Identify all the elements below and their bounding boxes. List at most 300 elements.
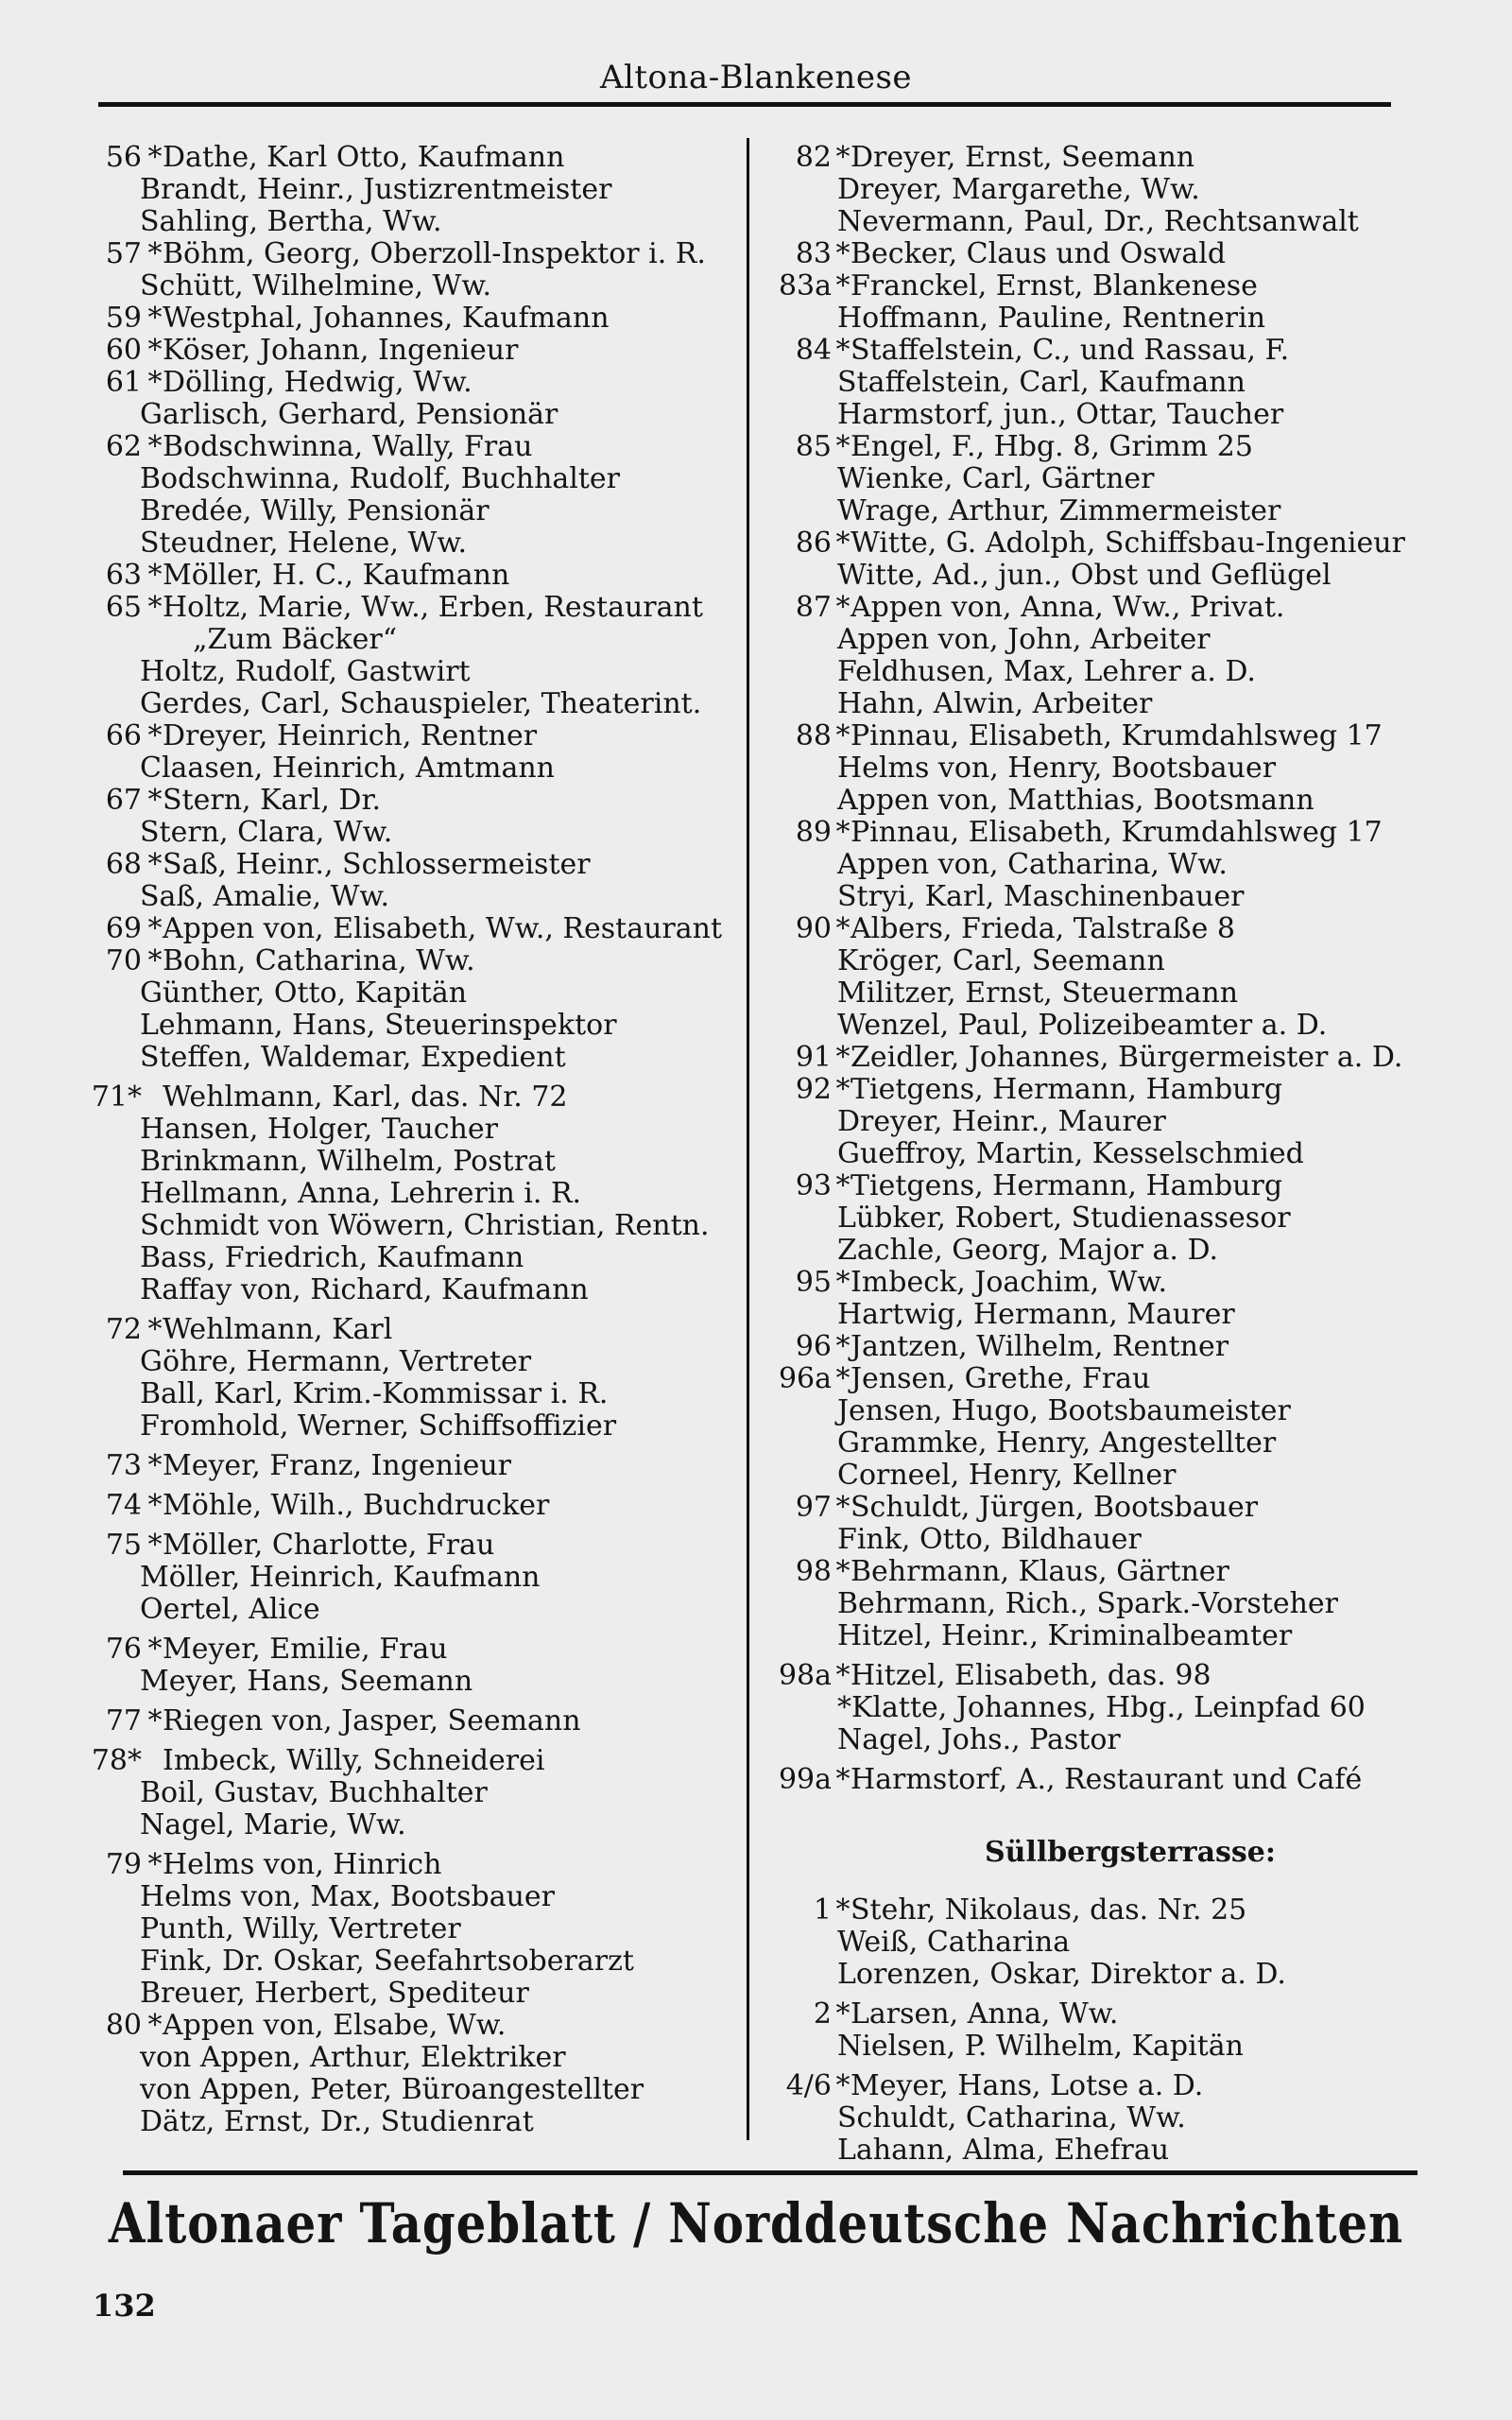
directory-entry (771, 142, 1433, 174)
directory-entry (76, 1378, 737, 1410)
directory-entry (76, 1562, 737, 1594)
directory-entry (771, 1299, 1433, 1331)
resident-text: *Klatte, Johannes, Hbg., Leinpfad 60 (837, 1691, 1366, 1724)
directory-entry (771, 560, 1433, 592)
resident-text: Tietgens, Hermann, Hamburg (850, 1073, 1283, 1106)
house-number: 79 (105, 1848, 142, 1881)
resident-text: Dreyer, Heinr., Maurer (837, 1105, 1166, 1138)
owner-marker: * (147, 237, 163, 270)
resident-text: Claasen, Heinrich, Amtmann (140, 752, 555, 785)
directory-entry (771, 335, 1433, 367)
directory-entry (76, 1010, 737, 1042)
resident-text: Meyer, Hans, Lotse a. D. (850, 2069, 1204, 2102)
directory-entry (76, 560, 737, 592)
owner-marker: * (835, 269, 850, 302)
resident-text: Bredée, Willy, Pensionär (140, 494, 490, 527)
owner-marker: * (835, 1041, 850, 1074)
directory-entry (76, 335, 737, 367)
resident-text: Punth, Willy, Vertreter (140, 1912, 461, 1945)
owner-marker: * (835, 1073, 850, 1106)
resident-text: Gueffroy, Martin, Kesselschmied (837, 1137, 1304, 1170)
resident-text: Meyer, Franz, Ingenieur (163, 1449, 511, 1482)
directory-entry (771, 206, 1433, 238)
directory-entry (771, 367, 1433, 399)
directory-entry (771, 1235, 1433, 1267)
directory-entry (771, 592, 1433, 624)
resident-text: Behrmann, Rich., Spark.-Vorsteher (837, 1587, 1339, 1620)
resident-text: Nagel, Johs., Pastor (837, 1723, 1121, 1756)
owner-marker: * (835, 1763, 850, 1796)
directory-entry (76, 592, 737, 624)
directory-entry (76, 1809, 737, 1841)
directory-entry (771, 1724, 1433, 1756)
resident-text: Lorenzen, Oskar, Direktor a. D. (837, 1958, 1286, 1991)
house-number: 70 (105, 944, 142, 977)
directory-entry (771, 1998, 1433, 2031)
resident-text: Becker, Claus und Oswald (850, 237, 1227, 270)
directory-entry (771, 1492, 1433, 1524)
resident-text: Brandt, Heinr., Justizrentmeister (140, 173, 612, 206)
house-number: 67 (105, 784, 142, 817)
owner-marker: * (835, 1330, 850, 1363)
resident-text: Dreyer, Heinrich, Rentner (163, 719, 538, 752)
directory-entry (76, 1210, 737, 1242)
directory-entry (76, 1978, 737, 2010)
resident-text: Lahann, Alma, Ehefrau (837, 2134, 1170, 2167)
resident-text: Fink, Otto, Bildhauer (837, 1523, 1142, 1556)
resident-text: Böhm, Georg, Oberzoll-Inspektor i. R. (163, 237, 706, 270)
resident-text: Imbeck, Willy, Schneiderei (163, 1744, 545, 1777)
house-number: 96 (795, 1330, 832, 1363)
resident-text: Wrage, Arthur, Zimmermeister (837, 494, 1281, 527)
resident-text: von Appen, Peter, Büroangestellter (140, 2073, 644, 2106)
owner-marker: * (835, 527, 850, 560)
directory-entry (76, 431, 737, 463)
resident-text: Fromhold, Werner, Schiffsoffizier (140, 1409, 617, 1443)
owner-marker: * (147, 1529, 163, 1562)
house-number: 86 (795, 527, 832, 560)
resident-text: Hansen, Holger, Taucher (140, 1113, 498, 1146)
resident-text: Stryi, Karl, Maschinenbauer (837, 880, 1245, 913)
resident-text: Appen von, Anna, Ww., Privat. (850, 591, 1285, 624)
directory-entry (771, 1959, 1433, 1991)
house-number: 90 (795, 912, 832, 945)
owner-marker: * (835, 141, 850, 174)
resident-text: Dreyer, Ernst, Seemann (850, 141, 1195, 174)
resident-text: Ball, Karl, Krim.-Kommissar i. R. (140, 1377, 609, 1410)
house-number: 72 (105, 1313, 142, 1346)
resident-text: Bohn, Catharina, Ww. (163, 944, 475, 977)
directory-entry (771, 495, 1433, 527)
house-number: 56 (105, 141, 142, 174)
resident-text: Bodschwinna, Rudolf, Buchhalter (140, 462, 621, 495)
directory-entry (76, 1450, 737, 1482)
directory-entry (771, 1010, 1433, 1042)
resident-text: Dathe, Karl Otto, Kaufmann (163, 141, 565, 174)
newspaper-banner: Altonaer Tageblatt / Norddeutsche Nachrichten (108, 2191, 1404, 2256)
directory-entry (771, 1106, 1433, 1138)
directory-entry (771, 527, 1433, 560)
house-number: 99a (778, 1763, 832, 1796)
resident-text: Köser, Johann, Ingenieur (163, 334, 519, 367)
resident-text: Schuldt, Jürgen, Bootsbauer (850, 1491, 1259, 1524)
owner-marker: * (147, 591, 163, 624)
resident-text: Zeidler, Johannes, Bürgermeister a. D. (850, 1041, 1403, 1074)
owner-marker: * (147, 430, 163, 463)
directory-entry (76, 174, 737, 206)
directory-entry (771, 1042, 1433, 1074)
house-number: 75 (105, 1529, 142, 1562)
directory-entry (771, 1660, 1433, 1692)
directory-entry (76, 206, 737, 238)
resident-text: Nagel, Marie, Ww. (140, 1808, 406, 1841)
resident-text: Harmstorf, A., Restaurant und Café (850, 1763, 1363, 1796)
resident-text: Schuldt, Catharina, Ww. (837, 2101, 1186, 2135)
directory-entry (771, 1427, 1433, 1460)
resident-text: Hellmann, Anna, Lehrerin i. R. (140, 1177, 582, 1210)
house-number: 65 (105, 591, 142, 624)
resident-text: Engel, F., Hbg. 8, Grimm 25 (850, 430, 1253, 463)
directory-entry (771, 624, 1433, 656)
owner-marker: * (147, 141, 163, 174)
directory-entry (771, 752, 1433, 785)
directory-entry (76, 1490, 737, 1522)
resident-text: Breuer, Herbert, Spediteur (140, 1977, 529, 2010)
house-number: 71* (91, 1080, 142, 1114)
directory-entry (76, 495, 737, 527)
owner-marker: * (147, 1449, 163, 1482)
directory-entry (771, 913, 1433, 945)
resident-text: Schmidt von Wöwern, Christian, Rentn. (140, 1209, 710, 1242)
section-entries (771, 1894, 1433, 2167)
directory-entry (76, 238, 737, 270)
resident-text: „Zum Bäcker“ (193, 623, 398, 656)
directory-entry (76, 849, 737, 881)
directory-entry (771, 1363, 1433, 1395)
owner-marker: * (147, 848, 163, 881)
directory-entry (771, 1331, 1433, 1363)
house-number: 93 (795, 1169, 832, 1202)
directory-entry (771, 945, 1433, 977)
directory-entry (771, 463, 1433, 495)
directory-entry (76, 302, 737, 335)
owner-marker: * (835, 1169, 850, 1202)
directory-entry (76, 1594, 737, 1626)
owner-marker: * (147, 302, 163, 335)
directory-entry (76, 1114, 737, 1146)
resident-text: Raffay von, Richard, Kaufmann (140, 1273, 589, 1306)
owner-marker: * (835, 1362, 850, 1395)
directory-entry (76, 656, 737, 688)
house-number: 91 (795, 1041, 832, 1074)
directory-entry (771, 2102, 1433, 2135)
owner-marker: * (835, 1659, 850, 1692)
house-number: 87 (795, 591, 832, 624)
house-number: 68 (105, 848, 142, 881)
house-number: 62 (105, 430, 142, 463)
resident-text: Dölling, Hedwig, Ww. (163, 366, 472, 399)
directory-entry (76, 1634, 737, 1666)
resident-text: Stern, Karl, Dr. (163, 784, 382, 817)
owner-marker: * (147, 719, 163, 752)
resident-text: Pinnau, Elisabeth, Krumdahlsweg 17 (850, 719, 1383, 752)
resident-text: Staffelstein, C., und Rassau, F. (850, 334, 1290, 367)
directory-entry (76, 1081, 737, 1114)
directory-entry (771, 1170, 1433, 1202)
house-number: 76 (105, 1633, 142, 1666)
resident-text: Zachle, Georg, Major a. D. (837, 1234, 1218, 1267)
resident-text: Holtz, Marie, Ww., Erben, Restaurant (163, 591, 703, 624)
directory-entry (76, 2074, 737, 2106)
owner-marker: * (835, 1893, 850, 1927)
resident-text: Dätz, Ernst, Dr., Studienrat (140, 2105, 534, 2138)
resident-text: Jantzen, Wilhelm, Rentner (850, 1330, 1229, 1363)
directory-entry (76, 1314, 737, 1346)
house-number: 96a (778, 1362, 832, 1395)
resident-text: Bodschwinna, Wally, Frau (163, 430, 533, 463)
directory-entry (76, 1945, 737, 1978)
resident-text: von Appen, Arthur, Elektriker (140, 2041, 566, 2074)
resident-text: Feldhusen, Max, Lehrer a. D. (837, 655, 1256, 688)
house-number: 78* (91, 1744, 142, 1777)
house-number: 1 (813, 1893, 832, 1927)
house-number: 95 (795, 1266, 832, 1299)
resident-text: Oertel, Alice (140, 1593, 320, 1626)
directory-entry (771, 1460, 1433, 1492)
resident-text: Garlisch, Gerhard, Pensionär (140, 398, 558, 431)
directory-entry (771, 2070, 1433, 2102)
house-number: 63 (105, 559, 142, 592)
resident-text: Dreyer, Margarethe, Ww. (837, 173, 1200, 206)
owner-marker: * (147, 1313, 163, 1346)
resident-text: Bass, Friedrich, Kaufmann (140, 1241, 524, 1274)
directory-entry (771, 1524, 1433, 1556)
house-number: 89 (795, 816, 832, 849)
owner-marker: * (147, 1633, 163, 1666)
directory-entry (771, 1138, 1433, 1170)
resident-text: Harmstorf, jun., Ottar, Taucher (837, 398, 1284, 431)
directory-entry (76, 399, 737, 431)
directory-entry (76, 1146, 737, 1178)
right-column (771, 142, 1433, 2167)
resident-text: Stern, Clara, Ww. (140, 816, 393, 849)
house-number: 98a (778, 1659, 832, 1692)
house-number: 84 (795, 334, 832, 367)
resident-text: Gerdes, Carl, Schauspieler, Theaterint. (140, 687, 702, 720)
resident-text: Appen von, Elsabe, Ww. (163, 2009, 507, 2042)
house-number: 60 (105, 334, 142, 367)
resident-text: Grammke, Henry, Angestellter (837, 1426, 1277, 1460)
owner-marker: * (835, 1491, 850, 1524)
house-number: 88 (795, 719, 832, 752)
resident-text: Lübker, Robert, Studienassesor (837, 1201, 1291, 1235)
directory-entry (771, 1588, 1433, 1620)
house-number: 57 (105, 237, 142, 270)
resident-text: Nevermann, Paul, Dr., Rechtsanwalt (837, 205, 1359, 238)
directory-entry (76, 2042, 737, 2074)
directory-entry (76, 1530, 737, 1562)
owner-marker: * (147, 2009, 163, 2042)
directory-entry (771, 817, 1433, 849)
directory-entry (76, 367, 737, 399)
resident-text: Brinkmann, Wilhelm, Postrat (140, 1145, 556, 1178)
house-number: 92 (795, 1073, 832, 1106)
resident-text: Wenzel, Paul, Polizeibeamter a. D. (837, 1009, 1328, 1042)
resident-text: Holtz, Rudolf, Gastwirt (140, 655, 471, 688)
resident-text: Meyer, Hans, Seemann (140, 1665, 473, 1698)
owner-marker: * (147, 559, 163, 592)
directory-entry (76, 463, 737, 495)
resident-text: Appen von, Matthias, Bootsmann (837, 784, 1314, 817)
owner-marker: * (147, 366, 163, 399)
directory-entry (771, 1395, 1433, 1427)
resident-text: Boil, Gustav, Buchhalter (140, 1776, 488, 1809)
house-number: 80 (105, 2009, 142, 2042)
resident-text: Steudner, Helene, Ww. (140, 527, 467, 560)
resident-text: Larsen, Anna, Ww. (850, 1997, 1119, 2031)
house-number: 4/6 (785, 2069, 832, 2102)
directory-entry (771, 1894, 1433, 1927)
owner-marker: * (835, 334, 850, 367)
directory-entry (76, 1913, 737, 1945)
resident-text: Imbeck, Joachim, Ww. (850, 1266, 1168, 1299)
directory-entry (771, 1927, 1433, 1959)
column-divider (747, 138, 749, 2140)
resident-text: Appen von, Elisabeth, Ww., Restaurant (163, 912, 723, 945)
directory-entry (771, 1620, 1433, 1652)
resident-text: Helms von, Henry, Bootsbauer (837, 752, 1277, 785)
resident-text: Witte, G. Adolph, Schiffsbau-Ingenieur (850, 527, 1405, 560)
directory-entry (771, 1267, 1433, 1299)
directory-entry (771, 785, 1433, 817)
directory-entry (76, 1410, 737, 1443)
resident-text: Corneel, Henry, Kellner (837, 1459, 1177, 1492)
directory-entry (76, 1178, 737, 1210)
directory-entry (76, 1705, 737, 1737)
owner-marker: * (835, 816, 850, 849)
owner-marker: * (835, 1997, 850, 2031)
resident-text: Hoffmann, Pauline, Rentnerin (837, 302, 1266, 335)
directory-entry (76, 752, 737, 785)
owner-marker: * (147, 944, 163, 977)
resident-text: Appen von, John, Arbeiter (837, 623, 1211, 656)
house-number: 59 (105, 302, 142, 335)
resident-text: Jensen, Hugo, Bootsbaumeister (837, 1394, 1291, 1427)
directory-entry (76, 1849, 737, 1881)
footer-rule (123, 2170, 1418, 2175)
header-rule (98, 102, 1391, 107)
house-number: 82 (795, 141, 832, 174)
house-number: 69 (105, 912, 142, 945)
house-number: 77 (105, 1704, 142, 1737)
owner-marker: * (147, 784, 163, 817)
resident-text: Kröger, Carl, Seemann (837, 944, 1165, 977)
directory-entry (771, 1202, 1433, 1235)
directory-entry (771, 399, 1433, 431)
owner-marker: * (835, 591, 850, 624)
resident-text: Saß, Heinr., Schlossermeister (163, 848, 591, 881)
directory-entry (76, 1346, 737, 1378)
resident-text: Nielsen, P. Wilhelm, Kapitän (837, 2030, 1244, 2063)
resident-text: Witte, Ad., jun., Obst und Geflügel (837, 559, 1332, 592)
resident-text: Möhle, Wilh., Buchdrucker (163, 1489, 550, 1522)
directory-entry (771, 1764, 1433, 1796)
directory-entry (771, 270, 1433, 302)
resident-text: Hitzel, Elisabeth, das. 98 (850, 1659, 1211, 1692)
resident-text: Wehlmann, Karl (163, 1313, 393, 1346)
directory-entry (76, 913, 737, 945)
left-column (76, 142, 737, 2138)
directory-entry (76, 1881, 737, 1913)
directory-entry (76, 1042, 737, 1074)
directory-entry (771, 1074, 1433, 1106)
resident-text: Saß, Amalie, Ww. (140, 880, 390, 913)
house-number: 2 (813, 1997, 832, 2031)
resident-text: Hartwig, Hermann, Maurer (837, 1298, 1235, 1331)
owner-marker: * (835, 719, 850, 752)
resident-text: Schütt, Wilhelmine, Ww. (140, 269, 492, 302)
directory-entry (76, 527, 737, 560)
resident-text: Günther, Otto, Kapitän (140, 977, 468, 1010)
page-header-title: Altona-Blankenese (599, 59, 913, 96)
resident-text: Wehlmann, Karl, das. Nr. 72 (163, 1080, 568, 1114)
house-number: 73 (105, 1449, 142, 1482)
house-number: 83 (795, 237, 832, 270)
resident-text: Appen von, Catharina, Ww. (837, 848, 1228, 881)
directory-entry (76, 1242, 737, 1274)
directory-entry (771, 2135, 1433, 2167)
directory-entry (771, 1556, 1433, 1588)
directory-entry (76, 1274, 737, 1306)
resident-text: Göhre, Hermann, Vertreter (140, 1345, 532, 1378)
directory-entry (771, 1692, 1433, 1724)
directory-entry (76, 977, 737, 1010)
resident-text: Sahling, Bertha, Ww. (140, 205, 442, 238)
directory-entry (76, 817, 737, 849)
directory-entry (76, 624, 737, 656)
house-number: 97 (795, 1491, 832, 1524)
directory-entry (76, 1777, 737, 1809)
house-number: 74 (105, 1489, 142, 1522)
resident-text: Franckel, Ernst, Blankenese (850, 269, 1258, 302)
resident-text: Meyer, Emilie, Frau (163, 1633, 448, 1666)
directory-entry (76, 142, 737, 174)
directory-entry (771, 688, 1433, 720)
directory-entry (76, 2106, 737, 2138)
directory-entry (771, 2031, 1433, 2063)
page-number: 132 (93, 2288, 156, 2324)
resident-text: Steffen, Waldemar, Expedient (140, 1041, 566, 1074)
owner-marker: * (147, 334, 163, 367)
right-column-entries (771, 142, 1433, 1796)
directory-entry (771, 238, 1433, 270)
resident-text: Militzer, Ernst, Steuermann (837, 977, 1239, 1010)
resident-text: Stehr, Nikolaus, das. Nr. 25 (850, 1893, 1247, 1927)
directory-entry (771, 977, 1433, 1010)
owner-marker: * (835, 1555, 850, 1588)
directory-entry (76, 881, 737, 913)
owner-marker: * (147, 1489, 163, 1522)
resident-text: Albers, Frieda, Talstraße 8 (850, 912, 1235, 945)
resident-text: Helms von, Hinrich (163, 1848, 442, 1881)
directory-entry (771, 302, 1433, 335)
directory-entry (76, 785, 737, 817)
resident-text: Hahn, Alwin, Arbeiter (837, 687, 1153, 720)
house-number: 98 (795, 1555, 832, 1588)
resident-text: Behrmann, Klaus, Gärtner (850, 1555, 1229, 1588)
directory-entry (76, 720, 737, 752)
resident-text: Staffelstein, Carl, Kaufmann (837, 366, 1246, 399)
